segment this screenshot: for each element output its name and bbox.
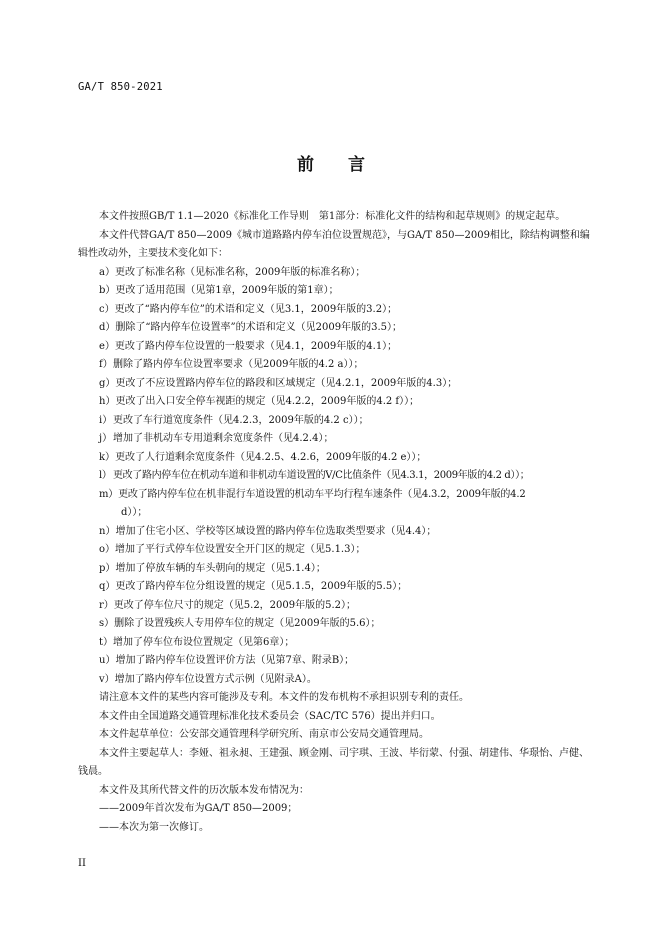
list-item-text: 增加了路内停车位设置评价方法（见第7章、附录B）； — [115, 655, 355, 666]
list-item-text: 删除了“路内停车位设置率”的术语和定义（见2009年版的3.5）； — [115, 322, 402, 333]
list-item-text: 删除了设置残疾人专用停车位的规定（见2009年版的5.6）； — [114, 618, 381, 629]
list-marker: h） — [99, 396, 116, 407]
list-item — [78, 430, 598, 449]
list-item — [78, 597, 598, 616]
patent-statement: 请注意本文件的某些内容可能涉及专利。本文件的发布机构不承担识别专利的责任。 — [99, 692, 469, 703]
list-item-text: 更改了出入口安全停车视距的规定（见4.2.2，2009年版的4.2 f））； — [115, 396, 420, 407]
title-part-2: 言 — [348, 155, 365, 175]
list-item-text: 增加了停放车辆的车头朝向的规定（见5.1.4）； — [115, 562, 326, 574]
list-marker: b） — [99, 285, 116, 296]
list-item-continuation: d））； — [121, 507, 148, 518]
list-marker: c） — [99, 303, 115, 315]
list-item — [78, 282, 598, 301]
history-item-1: ——2009年首次发布为GA/T 850—2009； — [99, 803, 298, 814]
list-item — [78, 356, 598, 375]
intro-paragraph-2: 本文件代替GA/T 850—2009《城市道路路内停车泊位设置规范》，与GA/T 850—2009相比，除结构调整和编辑性改动外，主要技术变化如下： — [78, 229, 590, 259]
list-item-text: 增加了路内停车位设置方式示例（见附录A）。 — [114, 673, 317, 685]
list-marker: k） — [99, 451, 116, 463]
list-item-text: 更改了路内停车位在机动车道和非机动车道设置的V/C比值条件（见4.3.1，2009年版的4.2 d））； — [113, 470, 530, 481]
list-marker: d） — [99, 322, 116, 333]
drafters: 本文件主要起草人：李娅、祖永昶、王建强、顾金刚、司宇琪、王波、毕衍蒙、付强、胡建伟、华璟怡、卢健、钱晨。 — [78, 747, 589, 777]
page-title — [0, 150, 662, 175]
list-marker: q） — [99, 581, 116, 592]
statements — [78, 689, 598, 800]
list-item — [78, 541, 598, 560]
list-item-text: 更改了路内停车位在机非混行车道设置的机动车平均行程车速条件（见4.3.2，2009年版的4.2 — [118, 488, 526, 500]
list-item — [78, 319, 598, 338]
list-marker: g） — [99, 377, 116, 389]
changes-list — [78, 264, 598, 690]
foreword-body — [78, 208, 598, 837]
list-item — [78, 412, 598, 431]
list-item — [78, 449, 598, 468]
list-item-text: 更改了人行道剩余宽度条件（见4.2.5、4.2.6，2009年版的4.2 e））； — [115, 451, 427, 463]
list-marker: t） — [99, 636, 114, 648]
list-marker: a） — [99, 266, 115, 278]
intro-paragraph-1: 本文件按照GB/T 1.1—2020《标准化工作导则 第1部分：标准化文件的结构和起草规则》的规定起草。 — [99, 211, 566, 222]
list-item-text: 增加了停车位布设位置规定（见第6章）； — [113, 636, 295, 648]
list-marker: n） — [99, 525, 116, 537]
list-item — [78, 615, 598, 634]
history-item-2: ——本次为第一次修订。 — [99, 821, 209, 833]
drafting-units: 本文件起草单位：公安部交通管理科学研究所、南京市公安局交通管理局。 — [99, 729, 429, 740]
list-marker: p） — [99, 562, 116, 574]
history-intro: 本文件及其所代替文件的历次版本发布情况为： — [99, 784, 309, 796]
list-marker: v） — [99, 673, 115, 685]
list-marker: j） — [99, 433, 113, 444]
list-item — [78, 523, 598, 542]
list-item — [78, 375, 598, 394]
list-marker: m） — [99, 488, 119, 500]
list-item-text: 更改了不应设置路内停车位的路段和区域规定（见4.2.1，2009年版的4.3）； — [115, 377, 458, 389]
page-number: II — [78, 858, 86, 869]
list-item — [78, 301, 598, 320]
list-marker: s） — [99, 618, 115, 629]
list-item — [78, 264, 598, 283]
list-item-text: 删除了路内停车位设置率要求（见2009年版的4.2 a））； — [113, 359, 364, 370]
list-item — [78, 560, 598, 579]
list-marker: i） — [99, 414, 113, 426]
list-item — [78, 652, 598, 671]
list-item-text: 更改了路内停车位设置的一般要求（见4.1，2009年版的4.1）； — [114, 340, 398, 352]
list-item — [78, 578, 598, 597]
list-item — [78, 671, 598, 690]
proposer-statement: 本文件由全国道路交通管理标准化技术委员会（SAC/TC 576）提出并归口。 — [99, 710, 441, 722]
list-item-text: 增加了平行式停车位设置安全开门区的规定（见5.1.3）； — [115, 544, 366, 555]
list-item-text: 更改了“路内停车位”的术语和定义（见3.1，2009年版的3.2）； — [114, 303, 398, 315]
list-item — [78, 634, 598, 653]
list-marker: f） — [99, 359, 113, 370]
list-item — [78, 486, 598, 523]
list-item-text: 更改了标准名称（见标准名称，2009年版的标准名称）； — [114, 266, 366, 278]
list-marker: e） — [99, 340, 115, 352]
list-marker: o） — [99, 544, 116, 555]
list-item-text: 增加了住宅小区、学校等区域设置的路内停车位选取类型要求（见4.4）； — [115, 525, 437, 537]
title-part-1: 前 — [297, 155, 314, 175]
list-item-text: 更改了适用范围（见第1章，2009年版的第1章）； — [115, 285, 339, 296]
list-item-text: 更改了车行道宽度条件（见4.2.3，2009年版的4.2 c））； — [113, 414, 369, 426]
list-marker: r） — [99, 599, 114, 611]
document-code-header: GA/T 850-2021 — [78, 81, 163, 93]
list-item — [78, 338, 598, 357]
list-item-text: 增加了非机动车专用道剩余宽度条件（见4.2.4）； — [113, 433, 334, 444]
list-item — [78, 393, 598, 412]
list-item — [78, 467, 598, 486]
list-marker: u） — [99, 655, 116, 666]
list-item-text: 更改了路内停车位分组设置的规定（见5.1.5，2009年版的5.5）； — [115, 581, 408, 592]
list-item-text: 更改了停车位尺寸的规定（见5.2，2009年版的5.2）； — [113, 599, 357, 611]
list-marker: l） — [99, 470, 112, 481]
